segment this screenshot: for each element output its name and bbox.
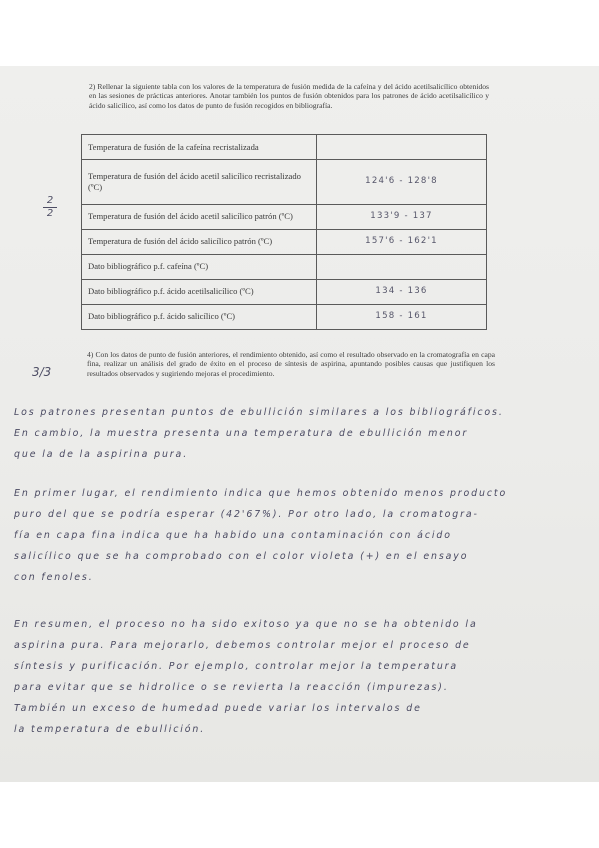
answer-line: fía en capa fina indica que ha habido una contaminación con ácido [14,530,452,541]
answer-line: En resumen, el proceso no ha sido exitoso ya que no se ha obtenido la [14,619,478,630]
row-label-asa-literature: Dato bibliográfico p.f. ácido acetilsalicílico (ºC) [82,279,317,304]
answer-line: puro del que se podría esperar (42'67%). Por otro lado, la cromatogra- [14,509,479,520]
row-value-salicylic-standard: 157'6 - 162'1 [317,229,487,254]
table-row [82,204,487,229]
answer-line: También un exceso de humedad puede variar los intervalos de [14,703,422,714]
answer-line: salicílico que se ha comprobado con el color violeta (+) en el ensayo [14,551,469,562]
row-value-asa-recrystallized: 124'6 - 128'8 [317,160,487,205]
answer-line: Los patrones presentan puntos de ebullición similares a los bibliográficos. [14,407,504,418]
score-numerator: 2 [46,195,54,206]
melting-point-table [81,134,487,330]
answer-paragraph-2 [14,483,584,588]
answer-line: aspirina pura. Para mejorarlo, debemos controlar mejor el proceso de [14,640,471,651]
row-label-asa-standard: Temperatura de fusión del ácido acetil salicílico patrón (ºC) [82,204,317,229]
answer-line: que la de la aspirina pura. [14,449,189,460]
answer-paragraph-1 [14,402,584,465]
answer-line: En primer lugar, el rendimiento indica que hemos obtenido menos producto [14,488,508,499]
answer-line: síntesis y purificación. Por ejemplo, controlar mejor la temperatura [14,661,459,672]
answer-line: con fenoles. [14,572,94,583]
row-value-caffeine-literature [317,254,487,279]
question-2-text: 2) Rellenar la siguiente tabla con los valores de la temperatura de fusión medida de la cafeína y del ácido acetilsalicílico obtenidos en las sesiones de prácticas anteriores. Anotar también los puntos de fusión obtenidos para los patrones de ácido acetilsalicílico y ácido salicílico, así como los datos de punto de fusión recogidos en bibliografía. [89,82,489,110]
row-label-caffeine-literature: Dato bibliográfico p.f. cafeína (ºC) [82,254,317,279]
row-value-caffeine-recrystallized [317,135,487,160]
row-label-salicylic-standard: Temperatura de fusión del ácido salicílico patrón (ºC) [82,229,317,254]
row-label-asa-recrystallized: Temperatura de fusión del ácido acetil salicílico recristalizado (ºC) [82,160,317,205]
answer-line: En cambio, la muestra presenta una temperatura de ebullición menor [14,428,469,439]
table-row [82,135,487,160]
score-question-2 [43,196,57,219]
answer-line: la temperatura de ebullición. [14,724,206,735]
row-label-salicylic-literature: Dato bibliográfico p.f. ácido salicílico (ºC) [82,304,317,329]
table-row [82,279,487,304]
row-label-caffeine-recrystallized: Temperatura de fusión de la cafeína recristalizada [82,135,317,160]
row-value-asa-standard: 133'9 - 137 [317,204,487,229]
table-row [82,229,487,254]
answer-paragraph-3 [14,614,584,740]
table-row [82,160,487,205]
score-question-4: 3/3 [32,365,52,379]
row-value-asa-literature: 134 - 136 [317,279,487,304]
question-4-text: 4) Con los datos de punto de fusión anteriores, el rendimiento obtenido, así como el resultado observado en la cromatografía en capa fina, realizar un análisis del grado de éxito en el proceso de síntesis de aspirina, apuntando posibles causas que justifiquen los resultados observados y sugiriendo mejoras el procedimiento. [87,350,495,378]
table-row [82,304,487,329]
score-denominator: 2 [46,208,54,219]
answer-line: para evitar que se hidrolice o se revierta la reacción (impurezas). [14,682,449,693]
table-row [82,254,487,279]
row-value-salicylic-literature: 158 - 161 [317,304,487,329]
